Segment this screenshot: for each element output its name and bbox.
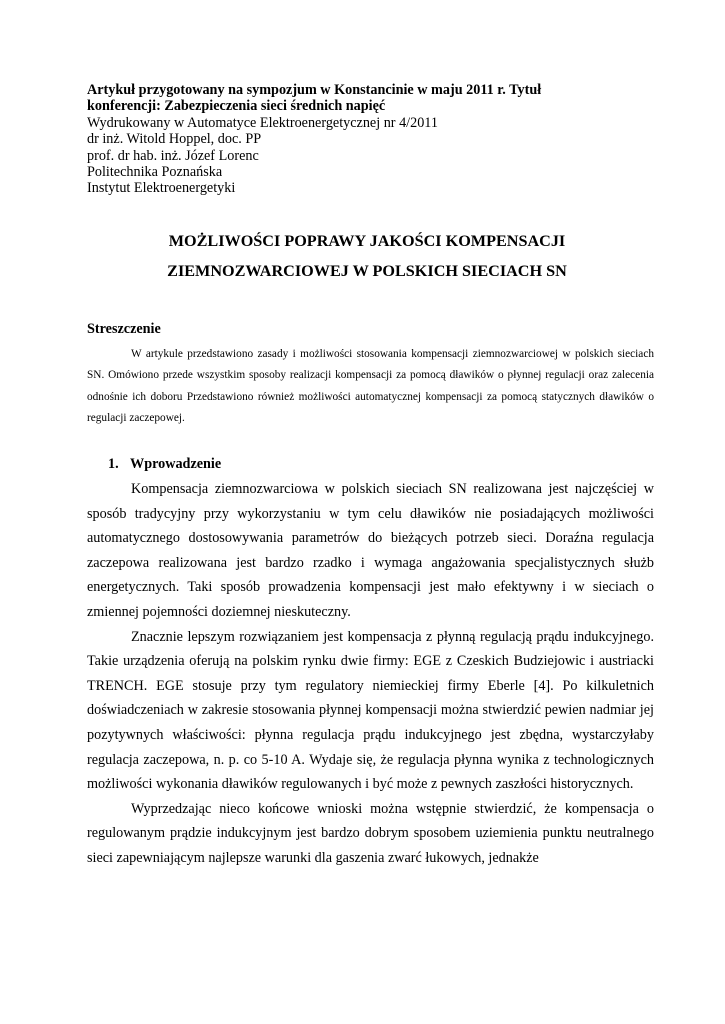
article-header bbox=[87, 82, 647, 197]
paragraph: Wyprzedzając nieco końcowe wnioski można wstępnie stwierdzić, że kompensacja o regulowanym prądzie indukcyjnym jest bardzo dobrym sposobem uziemienia punktu neutralnego sieci zapewniającym najlepsze warunki dla gaszenia zwarć łukowych, jednakże bbox=[87, 800, 654, 866]
header-line-conference-2: konferencji: Zabezpieczenia sieci średnich napięć bbox=[87, 98, 386, 115]
section-heading bbox=[108, 456, 221, 473]
paragraph: Znacznie lepszym rozwiązaniem jest kompensacja z płynną regulacją prądu indukcyjnego. Takie urządzenia oferują na polskim rynku dwie firmy: EGE z Czeskich Budziejowic i austriacki TRENCH. EGE stosuje przy tym regulatory niemieckiej firmy Eberle [4]. Po kilkuletnich doświadczeniach w zakresie stosowania płynnej kompensacji można stwierdzić pewien nadmiar jej pozytywnych właściwości: płynna regulacja prądu indukcyjnego jest zbędna, wystarczyłaby regulacja zaczepowa, n. p. co 5-10 A. Wydaje się, że regulacja płynna wynika z technologicznych możliwości wykonania dławików regulowanych i być może z pewnych zaszłości historycznych. bbox=[87, 628, 654, 793]
abstract-text-block bbox=[87, 344, 654, 429]
section-number: 1. bbox=[108, 456, 119, 472]
abstract-text: W artykule przedstawiono zasady i możliwości stosowania kompensacji ziemnozwarciowej w polskich sieciach SN. Omówiono przede wszystkim sposoby realizacji kompensacji za pomocą dławików o płynnej regulacji oraz zalecenia odnośnie ich doboru Przedstawiono również możliwości automatycznej kompensacji za pomocą statycznych dławików o regulacji zaczepowej. bbox=[87, 348, 654, 424]
section-title: Wprowadzenie bbox=[130, 456, 222, 472]
header-line-conference-1: Artykuł przygotowany na sympozjum w Konstancinie w maju 2011 r. Tytuł bbox=[87, 82, 542, 98]
paragraph: Kompensacja ziemnozwarciowa w polskich sieciach SN realizowana jest najczęściej w sposób tradycyjny przy wykorzystaniu w tym celu dławików nie posiadających możliwości automatycznego dostosowywania parametrów do bieżących potrzeb sieci. Doraźna regulacja zaczepowa realizowana jest bardzo rzadko i wymaga angażowania specjalistycznych służb energetycznych. Taki sposób prowadzenia kompensacji jest mało efektywny i w sieciach o zmiennej pojemności doziemnej nieskuteczny. bbox=[87, 481, 654, 620]
header-line-university: Politechnika Poznańska bbox=[87, 164, 223, 181]
header-line-institute: Instytut Elektroenergetyki bbox=[87, 180, 236, 197]
header-line-author-1: dr inż. Witold Hoppel, doc. PP bbox=[87, 131, 262, 148]
header-line-publication: Wydrukowany w Automatyce Elektroenergetycznej nr 4/2011 bbox=[87, 114, 438, 131]
article-title-line-2: ZIEMNOZWARCIOWEJ W POLSKICH SIECIACH SN bbox=[167, 262, 567, 280]
section-body bbox=[87, 477, 654, 871]
abstract-heading: Streszczenie bbox=[87, 321, 161, 337]
header-line-author-2: prof. dr hab. inż. Józef Lorenc bbox=[87, 147, 259, 164]
article-title-line-1: MOŻLIWOŚCI POPRAWY JAKOŚCI KOMPENSACJI bbox=[168, 232, 566, 250]
